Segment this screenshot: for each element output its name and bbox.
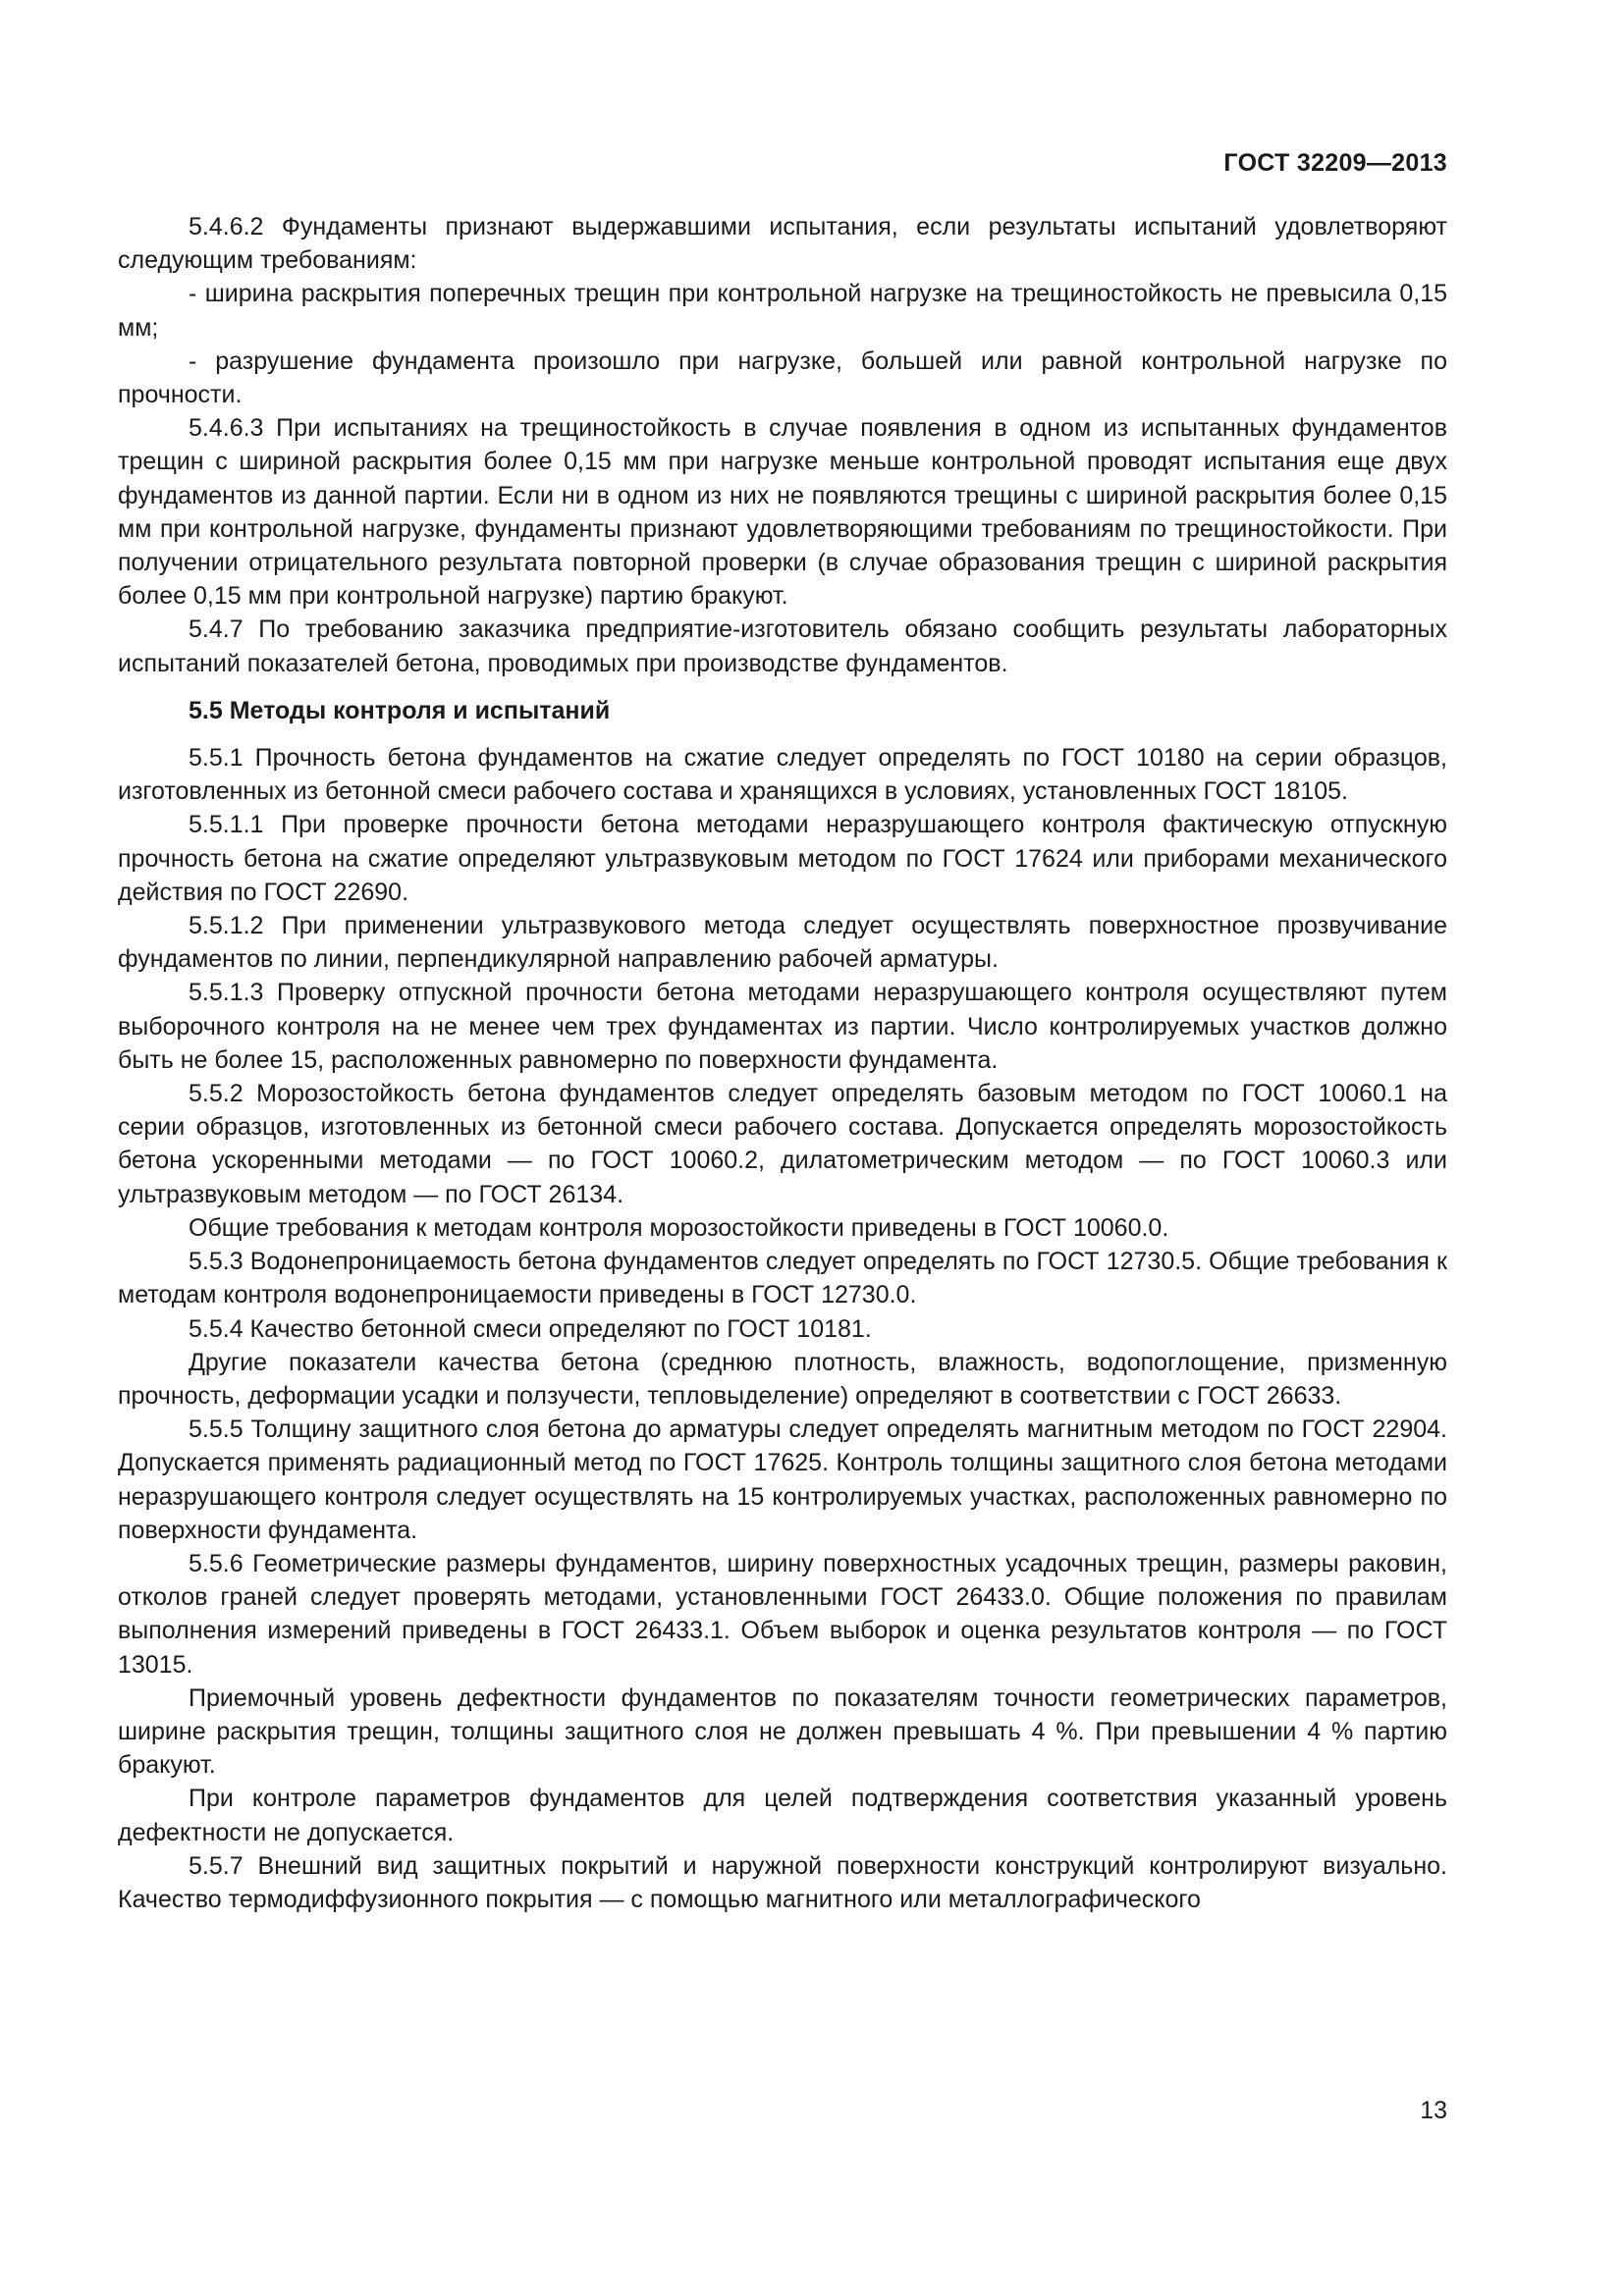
- page-content: [118, 210, 1447, 1916]
- paragraph-5-5-2: 5.5.2 Морозостойкость бетона фундаментов следует определять базовым методом по ГОСТ 10060.1 на серии образцов, изготовленных из бетонной смеси рабочего состава. Допускается определять морозостойкость бетона ускоренными методами — по ГОСТ 10060.2, дилатометрическим методом — по ГОСТ 10060.3 или ультразвуковым методом — по ГОСТ 26134.: [118, 1080, 1447, 1208]
- paragraph-5-5-1-1: 5.5.1.1 При проверке прочности бетона методами неразрушающего контроля фактическую отпускную прочность бетона на сжатие определяют ультразвуковым методом по ГОСТ 17624 или приборами механического действия по ГОСТ 22690.: [118, 811, 1447, 906]
- paragraph-5-5-1-2: 5.5.1.2 При применении ультразвукового метода следует осуществлять поверхностное прозвучивание фундаментов по линии, перпендикулярной направлению рабочей арматуры.: [118, 912, 1447, 974]
- paragraph-defect-level: Приемочный уровень дефектности фундаментов по показателям точности геометрических параметров, ширине раскрытия трещин, толщины защитного слоя не должен превышать 4 %. При превышении 4 % партию бракуют.: [118, 1683, 1447, 1780]
- paragraph-frost-general: Общие требования к методам контроля морозостойкости приведены в ГОСТ 10060.0.: [189, 1213, 1169, 1242]
- paragraph-conformity: При контроле параметров фундаментов для целей подтверждения соответствия указанный уровень дефектности не допускается.: [118, 1785, 1447, 1846]
- paragraph-5-5-3: 5.5.3 Водонепроницаемость бетона фундаментов следует определять по ГОСТ 12730.5. Общие требования к методам контроля водонепроницаемости приведены в ГОСТ 12730.0.: [118, 1248, 1447, 1309]
- list-item-destruction: - разрушение фундамента произошло при нагрузке, большей или равной контрольной нагрузке по прочности.: [118, 347, 1447, 409]
- paragraph-5-5-5: 5.5.5 Толщину защитного слоя бетона до арматуры следует определять магнитным методом по ГОСТ 22904. Допускается применять радиационный метод по ГОСТ 17625. Контроль толщины защитного слоя бетона методами неразрушающего контроля следует осуществлять на 15 контролируемых участках, расположенных равномерно по поверхности фундамента.: [118, 1415, 1447, 1544]
- paragraph-other-indicators: Другие показатели качества бетона (среднюю плотность, влажность, водопоглощение, призменную прочность, деформации усадки и ползучести, тепловыделение) определяют в соответствии с ГОСТ 26633.: [118, 1348, 1447, 1410]
- paragraph-5-4-6-2: 5.4.6.2 Фундаменты признают выдержавшими испытания, если результаты испытаний удовлетворяют следующим требованиям:: [118, 213, 1447, 275]
- paragraph-5-5-6: 5.5.6 Геометрические размеры фундаментов, ширину поверхностных усадочных трещин, размеры раковин, отколов граней следует проверять методами, установленными ГОСТ 26433.0. Общие положения по правилам выполнения измерений приведены в ГОСТ 26433.1. Объем выборок и оценка результатов контроля — по ГОСТ 13015.: [118, 1549, 1447, 1679]
- paragraph-5-5-4: 5.5.4 Качество бетонной смеси определяют по ГОСТ 10181.: [189, 1314, 872, 1343]
- paragraph-5-5-1-3: 5.5.1.3 Проверку отпускной прочности бетона методами неразрушающего контроля осуществляют путем выборочного контроля на не менее чем трех фундаментах из партии. Число контролируемых участков должно быть не более 15, расположенных равномерно по поверхности фундамента.: [118, 979, 1447, 1074]
- paragraph-5-4-6-3: 5.4.6.3 При испытаниях на трещиностойкость в случае появления в одном из испытанных фундаментов трещин с шириной раскрытия более 0,15 мм при нагрузке меньше контрольной проводят испытания еще двух фундаментов из данной партии. Если ни в одном из них не появляются трещины с шириной раскрытия более 0,15 мм при контрольной нагрузке, фундаменты признают удовлетворяющими требованиям по трещиностойкости. При получении отрицательного результата повторной проверки (в случае образования трещин с шириной раскрытия более 0,15 мм при контрольной нагрузке) партию бракуют.: [118, 414, 1447, 611]
- list-item-crack-width: - ширина раскрытия поперечных трещин при контрольной нагрузке на трещиностойкость не превысила 0,15 мм;: [118, 280, 1447, 342]
- standard-id-header: ГОСТ 32209—2013: [1223, 149, 1447, 177]
- paragraph-5-4-7: 5.4.7 По требованию заказчика предприятие-изготовитель обязано сообщить результаты лабораторных испытаний показателей бетона, проводимых при производстве фундаментов.: [118, 615, 1447, 677]
- paragraph-5-5-1: 5.5.1 Прочность бетона фундаментов на сжатие следует определять по ГОСТ 10180 на серии образцов, изготовленных из бетонной смеси рабочего состава и хранящихся в условиях, установленных ГОСТ 18105.: [118, 744, 1447, 806]
- paragraph-5-5-7: 5.5.7 Внешний вид защитных покрытий и наружной поверхности конструкций контролируют визуально. Качество термодиффузионного покрытия — с помощью магнитного или металлографического: [118, 1851, 1447, 1913]
- section-heading-5-5: 5.5 Методы контроля и испытаний: [189, 696, 611, 724]
- page-number: 13: [1420, 2097, 1447, 2124]
